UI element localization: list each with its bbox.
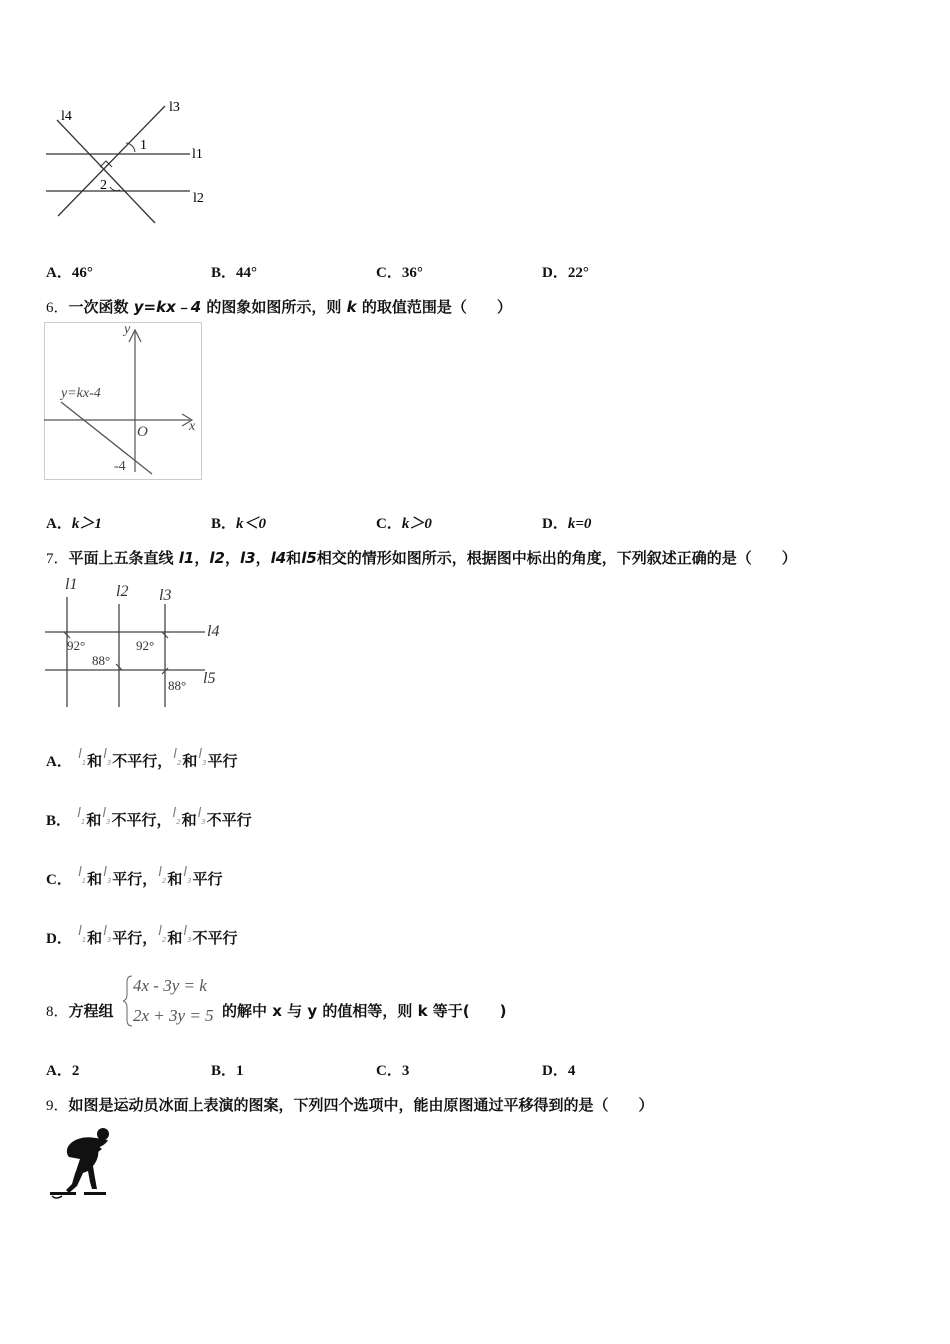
option-text: 46°: [71, 265, 93, 281]
and-word: 和: [87, 929, 103, 947]
option-letter: B．: [211, 516, 237, 532]
option-letter: C．: [376, 265, 402, 281]
brace: [123, 976, 132, 1026]
stem-text: 的图象如图所示，则: [201, 298, 347, 316]
label-l3: l3: [159, 587, 172, 604]
label-function: y=kx-4: [61, 386, 101, 401]
option-text: 不平行，: [112, 752, 173, 770]
option-text: 平行: [192, 870, 223, 888]
label-x: x: [189, 419, 196, 434]
line-l4: [57, 120, 155, 223]
option-letter: D．: [46, 931, 72, 947]
option-letter: C．: [376, 1063, 402, 1079]
line-tag-l2: $l_2$: [158, 924, 167, 944]
line-tag-l3: $l_3$: [103, 747, 112, 767]
q8-option-d[interactable]: [542, 1059, 575, 1080]
option-text: 平行，: [112, 870, 158, 888]
line-l3: [58, 106, 165, 216]
stem-equation: y=kx﹣4: [133, 298, 202, 316]
line-name: l4: [270, 549, 287, 567]
q7-option-b[interactable]: [46, 806, 252, 830]
label-angle-92-right: 92°: [136, 638, 155, 653]
and-word: 和: [167, 870, 183, 888]
label-angle-92-left: 92°: [67, 638, 86, 653]
stem-text: 方程组: [68, 1002, 114, 1020]
and-word: 和: [87, 870, 103, 888]
line-tag-l3: $l_3$: [183, 924, 192, 944]
option-text: 不平行: [206, 811, 252, 829]
and-word: 和: [87, 752, 103, 770]
q8-option-c[interactable]: [376, 1059, 409, 1080]
label-l2: l2: [116, 583, 129, 600]
q6-stem: [46, 296, 512, 317]
line-tag-l2: $l_2$: [158, 865, 167, 885]
q5-option-d[interactable]: [542, 261, 589, 282]
label-angle-2: 2: [100, 178, 107, 193]
option-letter: B．: [211, 265, 237, 281]
option-letter: A．: [46, 754, 72, 770]
q5-figure: [40, 96, 220, 231]
q7-option-c[interactable]: [46, 865, 223, 889]
line-name: l5: [301, 549, 317, 567]
option-text: 1: [236, 1063, 244, 1079]
stem-text: 如图是运动员冰面上表演的图案，下列四个选项中，能由原图通过平移得到的是（ ）: [68, 1096, 654, 1114]
line-tag-l2: $l_2$: [173, 747, 182, 767]
option-text: 平行: [207, 752, 238, 770]
option-text: 22°: [567, 265, 589, 281]
q7-option-a[interactable]: [46, 747, 238, 771]
option-text: 不平行，: [111, 811, 172, 829]
option-letter: A．: [46, 516, 72, 532]
label-l4: l4: [61, 109, 72, 124]
option-letter: B．: [211, 1063, 237, 1079]
q7-stem: 7．平面上五条直线 l1，l2，l3，l4和l5相交的情形如图所示，根据图中标出的角度，下列叙述正确的是（ ）: [46, 549, 797, 567]
stem-text: 平面上五条直线: [68, 549, 179, 567]
line-tag-l3: $l_3$: [183, 865, 192, 885]
option-text: k＜0: [236, 516, 267, 532]
label-angle-88-mid: 88°: [92, 653, 111, 668]
line-name: l2: [209, 549, 225, 567]
skater-silhouette-icon: [46, 1126, 116, 1200]
q6-option-c[interactable]: [376, 512, 432, 533]
q5-option-b[interactable]: [211, 261, 257, 282]
label-y: y: [124, 322, 131, 337]
stem-text: 的解中 x 与 y 的值相等，则 k 等于( ): [222, 1002, 507, 1020]
and-word: 和: [182, 752, 198, 770]
q5-option-c[interactable]: [376, 261, 423, 282]
q6-figure: [44, 322, 204, 482]
option-letter: A．: [46, 265, 72, 281]
q8-equation-system: [122, 972, 222, 1030]
line-name: l1: [178, 549, 195, 567]
q6-option-a[interactable]: [46, 512, 102, 533]
option-letter: D．: [542, 516, 568, 532]
angle-2-arc: [110, 187, 120, 191]
q7-option-d[interactable]: [46, 924, 238, 948]
question-number: 6．: [46, 300, 69, 316]
label-l3: l3: [169, 100, 180, 115]
equation-2: 2x + 3y = 5: [133, 1006, 214, 1025]
and-word: 和: [181, 811, 197, 829]
option-letter: D．: [542, 265, 568, 281]
question-number: 8．: [46, 1004, 69, 1020]
option-letter: D．: [542, 1063, 568, 1079]
option-text: 2: [71, 1063, 80, 1079]
label-origin: O: [137, 424, 148, 440]
line-name: l3: [239, 549, 256, 567]
question-number: 9．: [46, 1098, 69, 1114]
q8-stem-end: [222, 1000, 506, 1021]
line-tag-l1: $l_1$: [78, 865, 87, 885]
label-intercept: -4: [114, 459, 126, 474]
option-text: 36°: [401, 265, 423, 281]
label-l5: l5: [203, 670, 216, 687]
label-angle-88-bottom: 88°: [168, 678, 187, 693]
label-angle-1: 1: [140, 138, 147, 153]
option-letter: A．: [46, 1063, 72, 1079]
label-l1: l1: [192, 147, 203, 162]
line-tag-l3: $l_3$: [103, 924, 112, 944]
option-text: k＞1: [71, 516, 102, 532]
stem-text: 相交的情形如图所示，根据图中标出的角度，下列叙述正确的是（ ）: [316, 549, 797, 567]
option-text: 44°: [236, 265, 258, 281]
and-word: 和: [286, 549, 302, 567]
question-number: 7．: [46, 551, 69, 567]
q8-stem-start: [46, 1000, 114, 1021]
and-word: 和: [167, 929, 183, 947]
line-tag-l2: $l_2$: [172, 806, 181, 826]
q9-stem: [46, 1094, 654, 1115]
option-text: 4: [567, 1063, 576, 1079]
stem-variable: k: [346, 298, 357, 316]
option-letter: C．: [376, 516, 402, 532]
line-tag-l1: $l_1$: [78, 747, 87, 767]
label-l1: l1: [65, 576, 78, 593]
option-text: k＞0: [401, 516, 432, 532]
label-l4: l4: [207, 623, 220, 640]
option-text: 3: [401, 1063, 410, 1079]
stem-text: 一次函数: [68, 298, 134, 316]
equation-1: 4x - 3y = k: [133, 976, 207, 995]
option-text: k=0: [567, 516, 592, 532]
option-text: 平行，: [112, 929, 158, 947]
line-tag-l3: $l_3$: [198, 747, 207, 767]
option-letter: C．: [46, 872, 72, 888]
q6-option-d[interactable]: [542, 512, 591, 533]
line-tag-l1: $l_1$: [78, 924, 87, 944]
label-l2: l2: [193, 191, 204, 206]
line-tag-l1: $l_1$: [77, 806, 86, 826]
q8-option-b[interactable]: [211, 1059, 244, 1080]
line-tag-l3: $l_3$: [197, 806, 206, 826]
option-text: 不平行: [192, 929, 238, 947]
line-tag-l3: $l_3$: [102, 806, 111, 826]
q8-option-a[interactable]: [46, 1059, 79, 1080]
option-letter: B．: [46, 813, 72, 829]
figure-border: [45, 323, 202, 480]
q6-option-b[interactable]: [211, 512, 266, 533]
line-tag-l3: $l_3$: [103, 865, 112, 885]
q7-figure: [40, 572, 230, 712]
stem-text: 的取值范围是（ ）: [356, 298, 512, 316]
q5-option-a[interactable]: [46, 261, 93, 282]
and-word: 和: [86, 811, 102, 829]
